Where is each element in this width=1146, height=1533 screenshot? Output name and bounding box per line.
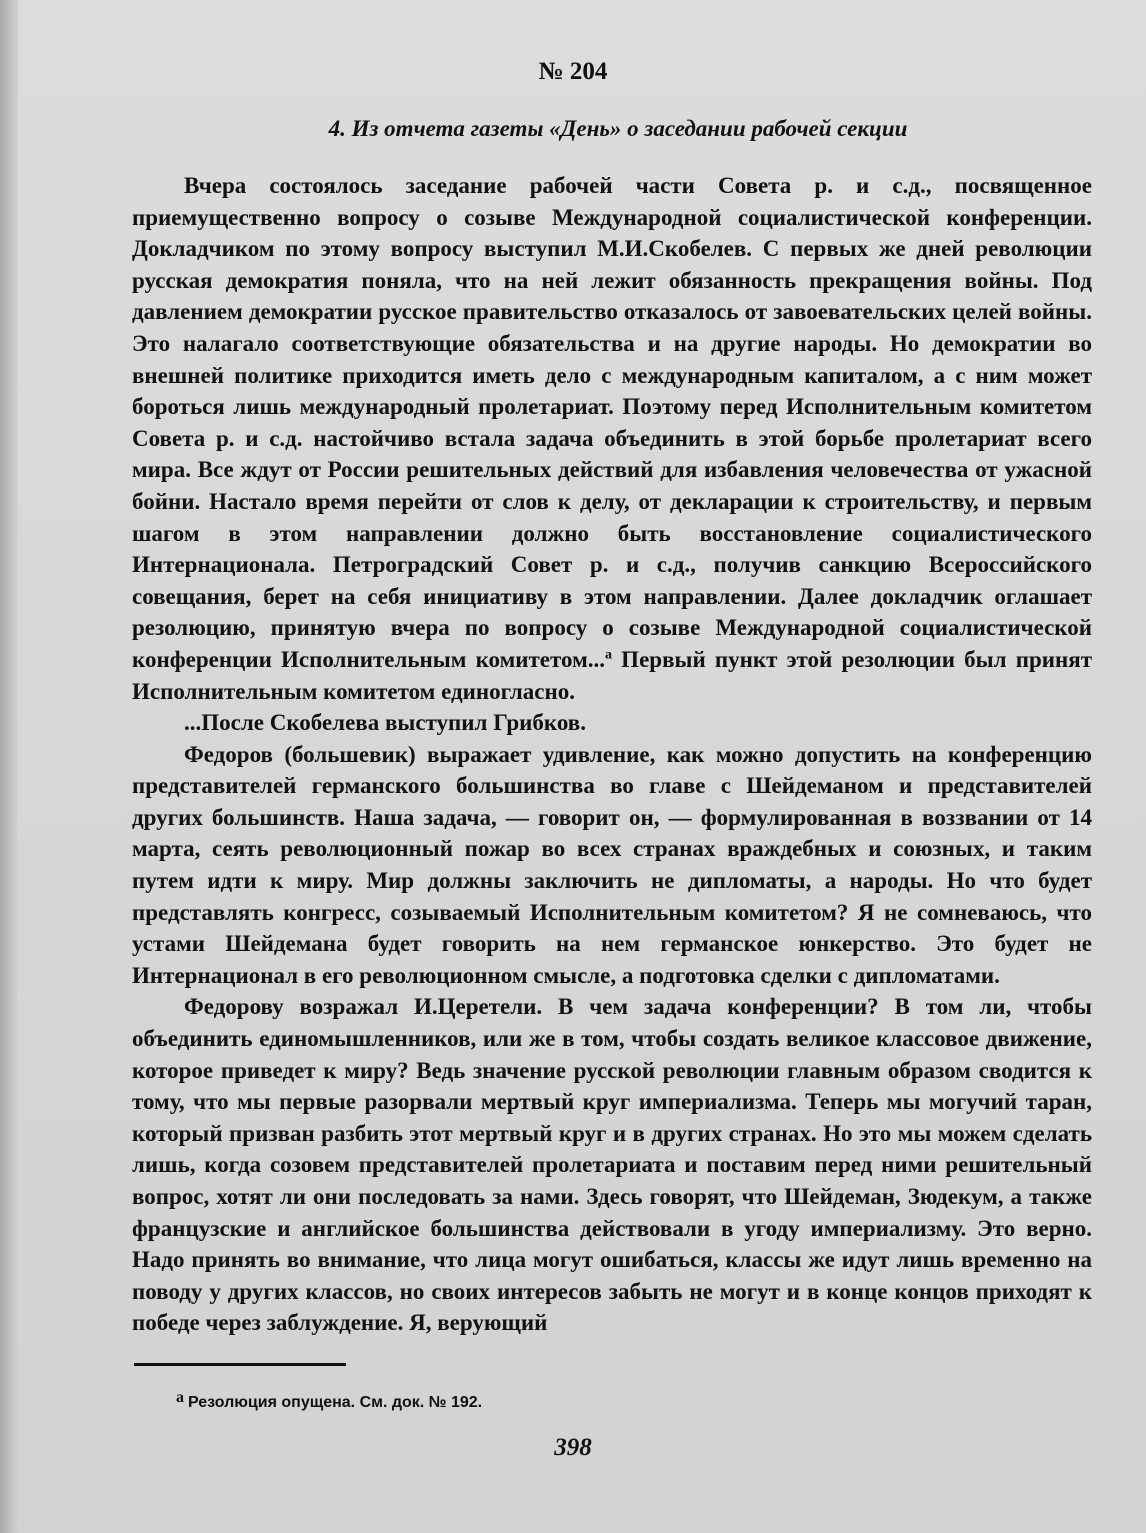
footnote-divider <box>134 1363 346 1366</box>
document-number: № 204 <box>538 58 608 85</box>
footnote-mark: а <box>176 1389 184 1406</box>
paragraph-3: Федоров (большевик) выражает удивление, как можно допустить на конференцию представителей германского большинства во главе с Шейдеманом и представителей других большинств. Наша задача, — говорит он, — формулированная в воззвании от 14 марта, сеять революционный пожар во всех странах враждебных и союзных, и таким путем идти к миру. Мир должны заключить не дипломаты, а народы. Но что будет представлять конгресс, созываемый Исполнительным комитетом? Я не сомневаюсь, что устами Шейдемана будет говорить на нем германское юнкерство. Это будет не Интернационал в его революционном смысле, а подготовка сделки с дипломатами. <box>132 741 1092 988</box>
footnote-text: Резолюция опущена. См. док. № 192. <box>188 1394 483 1411</box>
paragraph-1-text-a: Вчера состоялось заседание рабочей части Совета р. и с.д., посвященное приемущественно вопросу о созыве Международной социалистической конференции. Докладчиком по этому вопросу выступил М.И.Скобелев. С первых же дней революции русская демократия поняла, что на ней лежит обязанность прекращения войны. Под давлением демократии русское правительство отказалось от завоевательских целей войны. Это налагало соответствующие обязательства и на другие народы. Но демократии во внешней политике приходится иметь дело с международным капиталом, а с ним может бороться лишь международный пролетариат. Поэтому перед Исполнительным комитетом Совета р. и с.д. настойчиво встала задача объединить в этой борьбе пролетариат всего мира. Все ждут от России решительных действий для избавления человечества от ужасной бойни. Настало время перейти от слов к делу, от декларации к строительству, и первым шагом в этом направлении должно быть восстановление социалистического Интернационала. Петроградский Совет р. и с.д., получив санкцию Всероссийского совещания, берет на себя инициативу в этом направлении. Далее докладчик оглашает резолюцию, принятую вчера по вопросу о созыве Международной социалистической конференции Исполнительным комитетом... <box>132 173 1092 672</box>
footnote-reference: а <box>605 647 612 663</box>
paragraph-2: ...После Скобелева выступил Грибков. <box>184 710 586 736</box>
body-text <box>132 170 1092 1339</box>
page-number: 398 <box>554 1434 592 1461</box>
footnote <box>176 1389 482 1412</box>
paragraph-1 <box>132 170 1092 707</box>
paragraph-1-text-b: Первый пункт этой резолюции был принят Исполнительным комитетом единогласно. <box>132 646 1092 704</box>
paragraph-4: Федорову возражал И.Церетели. В чем задача конференции? В том ли, чтобы объединить единомышленников, или же в том, чтобы создать великое классовое движение, которое приведет к миру? Ведь значение русской революции главным образом сводится к тому, что мы первые разорвали мертвый круг империализма. Теперь мы могучий таран, который призван разбить этот мертвый круг и в других странах. Но это мы можем сделать лишь, когда созовем представителей пролетариата и поставим перед ними решительный вопрос, хотят ли они последовать за нами. Здесь говорят, что Шейдеман, Зюдекум, а также французские и английское большинства действовали в угоду империализму. Это верно. Надо принять во внимание, что лица могут ошибаться, классы же идут лишь временно на поводу у других классов, но своих интересов забыть не могут и в конце концов приходят к победе через заблуждение. Я, верующий <box>132 994 1092 1336</box>
document-title: 4. Из отчета газеты «День» о заседании рабочей секции <box>328 116 908 141</box>
